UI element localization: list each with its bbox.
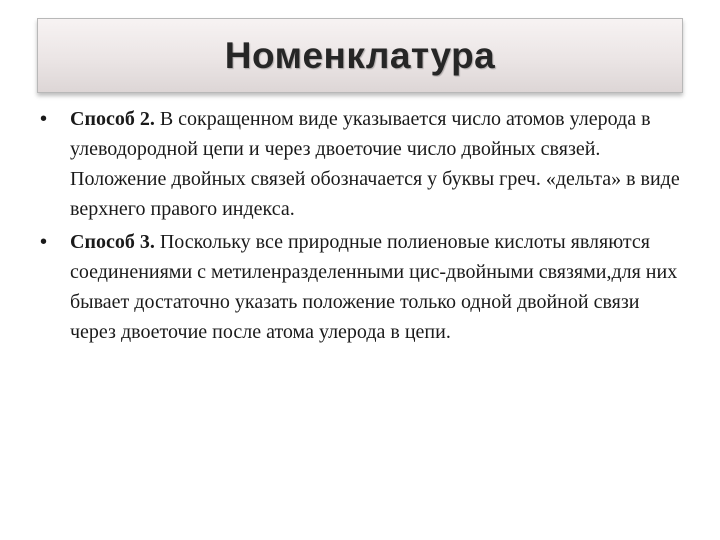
list-item xyxy=(40,104,680,224)
item-text: Поскольку все природные полиеновые кислоты являются соединениями с метиленразделенными цис-двойными связями,для них бывает достаточно указать положение только одной двойной связи через двоеточие после атома улерода в цепи. xyxy=(70,231,678,343)
bullet-icon: • xyxy=(40,231,48,253)
item-lead: Способ 3. xyxy=(70,231,160,253)
bullet-icon: • xyxy=(40,108,48,130)
item-lead: Способ 2. xyxy=(70,108,160,130)
page-title: Номенклатура xyxy=(224,34,496,76)
bullet-list xyxy=(40,104,680,350)
title-box xyxy=(37,18,683,93)
list-item xyxy=(40,227,680,347)
item-text: В сокращенном виде указывается число атомов улерода в улеводородной цепи и через двоеточие число двойных связей. Положение двойных связей обозначается у буквы греч. «дельта» в виде верхнего правого индекса. xyxy=(70,108,680,220)
